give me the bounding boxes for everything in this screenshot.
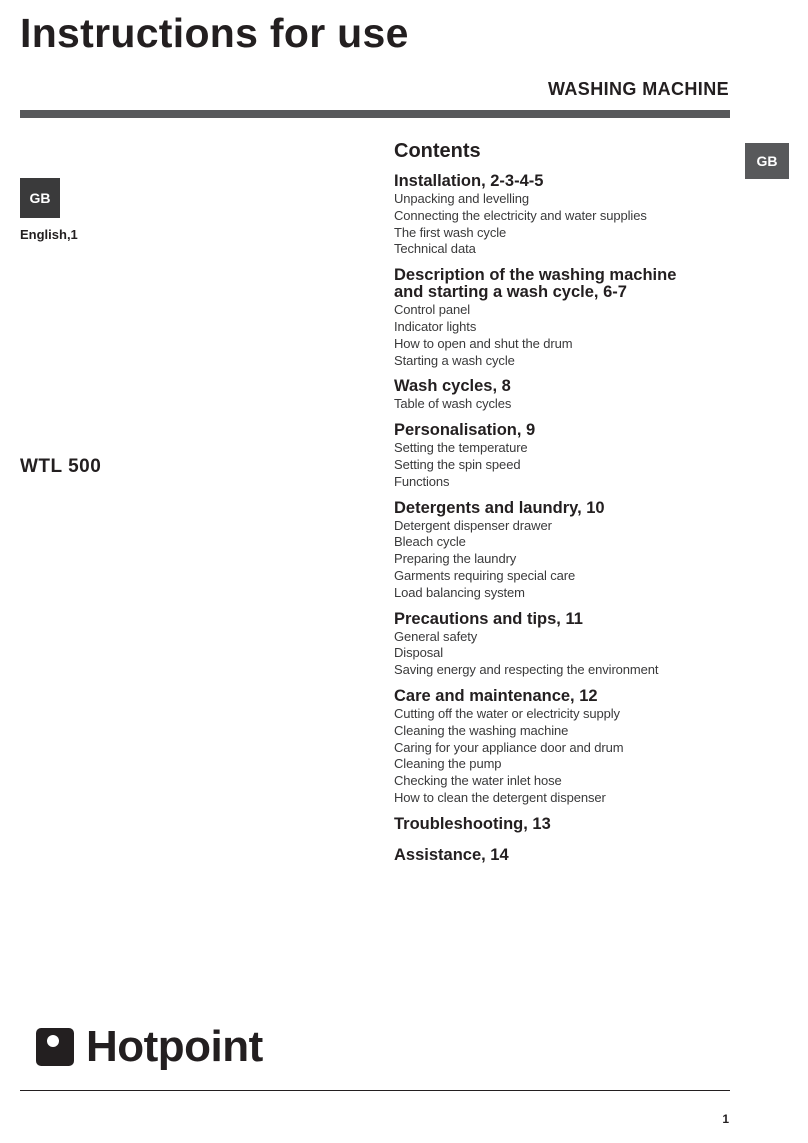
toc-item: The first wash cycle [394,224,507,240]
toc-section-title: Assistance, 14 [394,845,509,864]
toc-item: Caring for your appliance door and drum [394,739,624,755]
footer-rule [20,1090,730,1091]
toc-section-title: Installation, 2-3-4-5 [394,172,544,190]
toc-item: Load balancing system [394,584,525,600]
toc-item: Bleach cycle [394,534,466,550]
toc-section-detergents [394,500,744,602]
toc-item: How to clean the detergent dispenser [394,789,606,805]
toc-section-title: Personalisation, 9 [394,421,536,440]
toc-section-personalisation [394,422,744,490]
toc-section-title: Wash cycles, 8 [394,377,511,396]
toc-item: Functions [394,473,450,489]
page-number: 1 [722,1112,729,1126]
toc-section-title: Care and maintenance, 12 [394,686,598,705]
toc-item: Unpacking and levelling [394,191,530,206]
brand-logo [36,1022,263,1072]
toc-item: General safety [394,628,478,644]
toc-item: Setting the temperature [394,440,528,456]
toc-section-description [394,267,744,369]
toc-item-list [394,629,744,679]
toc-item: How to open and shut the drum [394,335,573,351]
toc-item-list [394,191,744,258]
toc-section-care [394,688,744,807]
contents-heading: Contents [394,140,481,162]
toc-section-precautions [394,611,744,679]
toc-section-title-line: Description of the washing machine [394,266,677,285]
hotpoint-logo-icon [36,1028,74,1066]
toc-item: Table of wash cycles [394,396,512,412]
toc-item: Disposal [394,645,444,661]
toc-item: Cleaning the pump [394,756,502,772]
toc-item: Technical data [394,241,476,257]
toc-item-list [394,302,744,369]
product-type-label: WASHING MACHINE [548,79,729,99]
toc-item: Detergent dispenser drawer [394,517,552,533]
toc-section-wash-cycles [394,378,744,413]
toc-section-installation [394,173,744,258]
brand-name: Hotpoint [86,1022,263,1071]
toc-section-title: Detergents and laundry, 10 [394,498,605,517]
toc-section-title-line: and starting a wash cycle, 6-7 [394,283,627,302]
header-rule [20,110,730,118]
toc-item-list [394,440,744,490]
toc-item: Cleaning the washing machine [394,722,569,738]
table-of-contents [394,140,744,873]
language-code-badge: GB [20,178,60,218]
toc-item: Preparing the laundry [394,551,517,567]
page-title: Instructions for use [20,10,409,56]
toc-section-title: Troubleshooting, 13 [394,814,551,833]
toc-item: Checking the water inlet hose [394,773,562,789]
toc-item: Control panel [394,302,471,318]
toc-item: Indicator lights [394,318,477,334]
model-number: WTL 500 [20,456,102,477]
toc-item-list [394,518,744,602]
toc-item: Cutting off the water or electricity supply [394,705,620,721]
toc-item-list [394,396,744,413]
toc-section-title [394,267,744,301]
language-page-label: English,1 [20,227,78,242]
toc-item: Setting the spin speed [394,456,521,472]
toc-section-troubleshooting [394,816,744,833]
toc-item: Connecting the electricity and water supplies [394,207,647,223]
toc-item-list [394,706,744,807]
toc-item: Saving energy and respecting the environment [394,662,659,678]
toc-section-assistance [394,847,744,864]
toc-item: Starting a wash cycle [394,352,515,368]
side-language-tab: GB [745,143,789,179]
toc-item: Garments requiring special care [394,567,576,583]
toc-section-title: Precautions and tips, 11 [394,609,583,628]
